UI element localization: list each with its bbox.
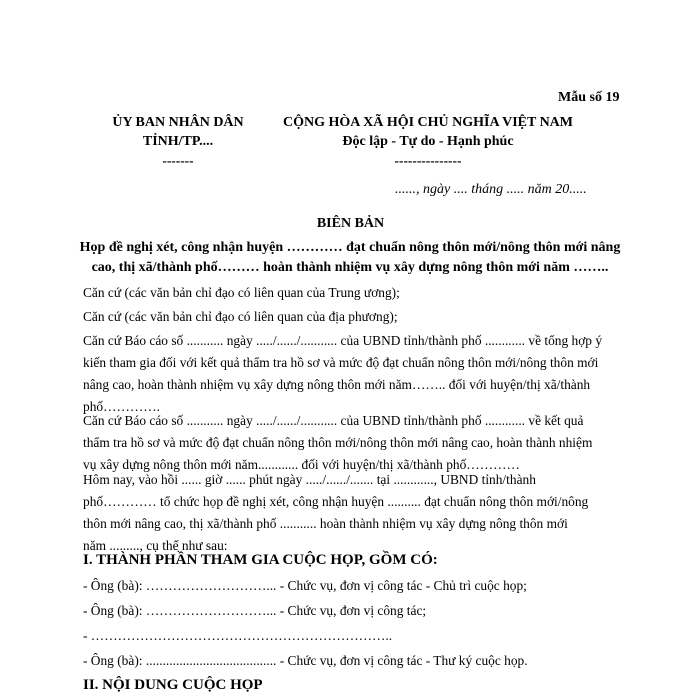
right-header-divider: --------------- xyxy=(394,153,462,168)
subtitle-line: Họp đề nghị xét, công nhận huyện ………… đạt chuẩn nông thôn mới/nông thôn mới nâng xyxy=(79,240,621,255)
document-title: BIÊN BẢN xyxy=(316,216,385,231)
basis-local xyxy=(83,306,618,328)
national-title: CỘNG HÒA XÃ HỘI CHỦ NGHĨA VIỆT NAM xyxy=(282,115,573,130)
national-motto: Độc lập - Tự do - Hạnh phúc xyxy=(342,134,514,149)
basis-line: phố…………. xyxy=(83,399,160,414)
basis-line: Căn cứ Báo cáo số ........... ngày ...../....../........... của UBND tỉnh/thành phố ............ về tổng hợp ý xyxy=(83,333,603,348)
basis-central xyxy=(83,282,618,304)
agency-province: TỈNH/TP.... xyxy=(142,134,214,149)
basis-report-appraisal xyxy=(83,410,618,476)
section-1-heading: I. THÀNH PHẦN THAM GIA CUỘC HỌP, GỒM CÓ: xyxy=(83,552,438,568)
left-header-divider: ------- xyxy=(162,153,194,168)
basis-line: kiến tham gia đối với kết quả thẩm tra hồ sơ và mức độ đạt chuẩn nông thôn mới/nông thôn mới xyxy=(83,355,599,370)
subtitle-line: cao, thị xã/thành phố……… hoàn thành nhiệm vụ xây dựng nông thôn mới năm …….. xyxy=(91,260,609,275)
basis-line: Căn cứ Báo cáo số ........... ngày ...../....../........... của UBND tỉnh/thành phố ............ về kết quả xyxy=(83,413,584,428)
basis-line: Căn cứ (các văn bản chỉ đạo có liên quan của Trung ương); xyxy=(83,285,400,300)
document-subtitle xyxy=(70,238,630,278)
form-number: Mẫu số 19 xyxy=(558,90,620,105)
date-line: ......, ngày .... tháng ..... năm 20..... xyxy=(395,182,587,197)
meeting-intro xyxy=(83,469,618,557)
participant-chair: - Ông (bà): ………………………... - Chức vụ, đơn vị công tác - Chủ trì cuộc họp; xyxy=(83,578,527,593)
section-2-heading: II. NỘI DUNG CUỘC HỌP xyxy=(83,677,263,693)
basis-line: phố………… tổ chức họp đề nghị xét, công nhận huyện .......... đạt chuẩn nông thôn mới/nông xyxy=(83,494,589,509)
basis-line: năm ........., cụ thể như sau: xyxy=(83,538,228,553)
participant-secretary: - Ông (bà): ....................................... - Chức vụ, đơn vị công tác - Thư ký cuộc họp. xyxy=(83,653,528,668)
basis-line: vụ xây dựng nông thôn mới năm............ đối với huyện/thị xã/thành phố………… xyxy=(83,457,520,472)
participant-placeholder: - ………………………………………………………….. xyxy=(83,628,393,643)
basis-line: thôn mới nâng cao, thị xã/thành phố ........... hoàn thành nhiệm vụ xây dựng nông thôn mới xyxy=(83,516,568,531)
basis-line: Căn cứ (các văn bản chỉ đạo có liên quan của địa phương); xyxy=(83,309,398,324)
participant: - Ông (bà): ………………………... - Chức vụ, đơn vị công tác; xyxy=(83,603,427,618)
basis-line: thẩm tra hồ sơ và mức độ đạt chuẩn nông thôn mới/nông thôn mới nâng cao, hoàn thành nhiệm xyxy=(83,435,593,450)
basis-line: nâng cao, hoàn thành nhiệm vụ xây dựng nông thôn mới năm…….. đối với huyện/thị xã/thành xyxy=(83,377,591,392)
basis-line: Hôm nay, vào hồi ...... giờ ...... phút ngày ...../....../....... tại ............, UBND tỉnh/thành xyxy=(83,472,536,487)
agency-name: ỦY BAN NHÂN DÂN xyxy=(112,115,244,130)
basis-report-opinions xyxy=(83,330,618,418)
